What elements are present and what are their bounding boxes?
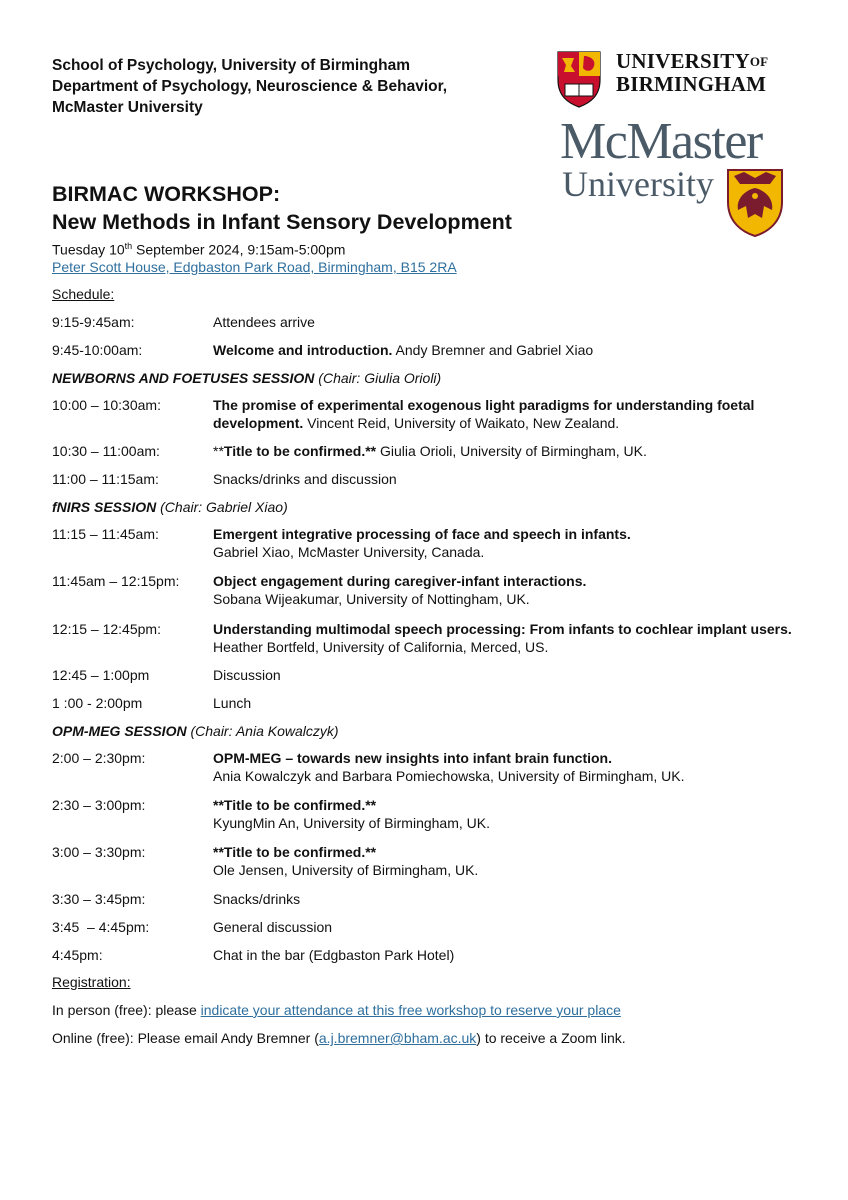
mcmaster-wordmark: McMaster — [560, 113, 762, 170]
session-heading — [52, 369, 441, 387]
row-desc — [213, 442, 813, 460]
row-desc: Discussion — [213, 667, 281, 683]
row-time: 2:00 – 2:30pm: — [52, 750, 146, 766]
uob-word-birmingham: BIRMINGHAM — [616, 72, 767, 96]
row-time: 4:45pm: — [52, 947, 103, 963]
uob-wordmark — [616, 50, 768, 96]
session-name: NEWBORNS AND FOETUSES SESSION — [52, 370, 315, 386]
row-time: 2:30 – 3:00pm: — [52, 797, 146, 813]
row-title: **Title to be confirmed.** — [213, 844, 377, 860]
session-chair: (Chair: Giulia Orioli) — [314, 370, 442, 386]
row-desc — [213, 572, 813, 608]
online-suffix: ) to receive a Zoom link. — [476, 1030, 626, 1046]
session-name: OPM-MEG SESSION — [52, 723, 187, 739]
registration-inperson — [52, 1001, 621, 1019]
row-title: Title to be confirmed.** — [223, 443, 377, 459]
row-desc — [213, 843, 813, 879]
venue-link[interactable]: Peter Scott House, Edgbaston Park Road, Birmingham, B15 2RA — [52, 259, 457, 275]
attendance-link[interactable]: indicate your attendance at this free workshop to reserve your place — [200, 1002, 621, 1018]
row-speaker: KyungMin An, University of Birmingham, UK. — [213, 815, 490, 831]
row-time: 1 :00 - 2:00pm — [52, 695, 143, 711]
row-desc — [213, 796, 813, 832]
row-time: 11:15 – 11:45am: — [52, 526, 159, 542]
date-suffix: September 2024, 9:15am-5:00pm — [132, 241, 346, 258]
row-title: The promise of experimental exogenous light paradigms for understanding foetal development. — [213, 397, 755, 431]
registration-label: Registration: — [52, 974, 131, 990]
row-title: Emergent integrative processing of face and speech in infants. — [213, 526, 631, 542]
workshop-title — [52, 180, 612, 236]
institution-line: Department of Psychology, Neuroscience & Behavior, — [52, 78, 448, 95]
row-desc: Chat in the bar (Edgbaston Park Hotel) — [213, 947, 455, 963]
row-time: 9:45-10:00am: — [52, 342, 143, 358]
session-chair: (Chair: Ania Kowalczyk) — [186, 723, 339, 739]
row-time: 12:15 – 12:45pm: — [52, 621, 161, 637]
row-desc: Snacks/drinks and discussion — [213, 471, 397, 487]
online-prefix: Online (free): Please email Andy Bremner ( — [52, 1030, 319, 1046]
row-prefix: ** — [213, 443, 224, 459]
row-desc: Lunch — [213, 695, 252, 711]
row-speaker: Ole Jensen, University of Birmingham, UK. — [213, 862, 479, 878]
row-desc — [213, 525, 813, 561]
row-time: 9:15-9:45am: — [52, 314, 135, 330]
row-desc: Attendees arrive — [213, 314, 315, 330]
uob-crest-icon — [556, 50, 602, 108]
row-desc: General discussion — [213, 919, 333, 935]
row-time: 12:45 – 1:00pm — [52, 667, 150, 683]
session-heading — [52, 498, 288, 516]
row-speaker: Gabriel Xiao, McMaster University, Canada. — [213, 544, 485, 560]
registration-online — [52, 1029, 626, 1047]
row-desc: Snacks/drinks — [213, 891, 301, 907]
row-time: 3:00 – 3:30pm: — [52, 844, 146, 860]
row-title: **Title to be confirmed.** — [213, 797, 377, 813]
row-speaker: Sobana Wijeakumar, University of Nottingham, UK. — [213, 591, 530, 607]
row-time: 11:45am – 12:15pm: — [52, 573, 180, 589]
row-desc — [213, 749, 813, 785]
row-desc — [213, 396, 813, 432]
row-time: 3:45 – 4:45pm: — [52, 919, 150, 935]
mcmaster-crest-icon — [726, 168, 784, 238]
inperson-prefix: In person (free): please — [52, 1002, 201, 1018]
row-title: Object engagement during caregiver-infant interactions. — [213, 573, 587, 589]
row-speaker: Heather Bortfeld, University of California, Merced, US. — [213, 639, 549, 655]
institution-line: McMaster University — [52, 99, 203, 116]
email-link[interactable]: a.j.bremner@bham.ac.uk — [318, 1030, 477, 1046]
workshop-date — [52, 237, 345, 259]
row-time: 10:00 – 10:30am: — [52, 397, 161, 413]
session-heading — [52, 722, 339, 740]
row-time: 3:30 – 3:45pm: — [52, 891, 146, 907]
institutions-block — [52, 55, 522, 118]
row-speaker: Giulia Orioli, University of Birmingham, UK. — [376, 443, 647, 459]
session-chair: (Chair: Gabriel Xiao) — [156, 499, 288, 515]
row-time: 10:30 – 11:00am: — [52, 443, 160, 459]
institution-line: School of Psychology, University of Birmingham — [52, 57, 410, 74]
row-speaker: Andy Bremner and Gabriel Xiao — [392, 342, 594, 358]
row-desc — [213, 341, 813, 359]
row-speaker: Vincent Reid, University of Waikato, New Zealand. — [303, 415, 620, 431]
date-sup: th — [124, 241, 133, 251]
title-line-2: New Methods in Infant Sensory Development — [52, 210, 512, 234]
row-title: OPM-MEG – towards new insights into infant brain function. — [213, 750, 612, 766]
row-speaker: Ania Kowalczyk and Barbara Pomiechowska, University of Birmingham, UK. — [213, 768, 685, 784]
row-desc — [213, 620, 813, 656]
schedule-label: Schedule: — [52, 286, 115, 302]
date-prefix: Tuesday 10 — [52, 241, 125, 258]
uob-word-university: UNIVERSITY — [616, 49, 750, 73]
row-title: Welcome and introduction. — [213, 342, 393, 358]
title-line-1: BIRMAC WORKSHOP: — [52, 182, 281, 206]
row-title: Understanding multimodal speech processing: From infants to cochlear implant users. — [213, 621, 792, 637]
session-name: fNIRS SESSION — [52, 499, 157, 515]
uob-word-of: OF — [749, 54, 769, 69]
row-time: 11:00 – 11:15am: — [52, 471, 159, 487]
mcmaster-university-word: University — [562, 164, 714, 204]
